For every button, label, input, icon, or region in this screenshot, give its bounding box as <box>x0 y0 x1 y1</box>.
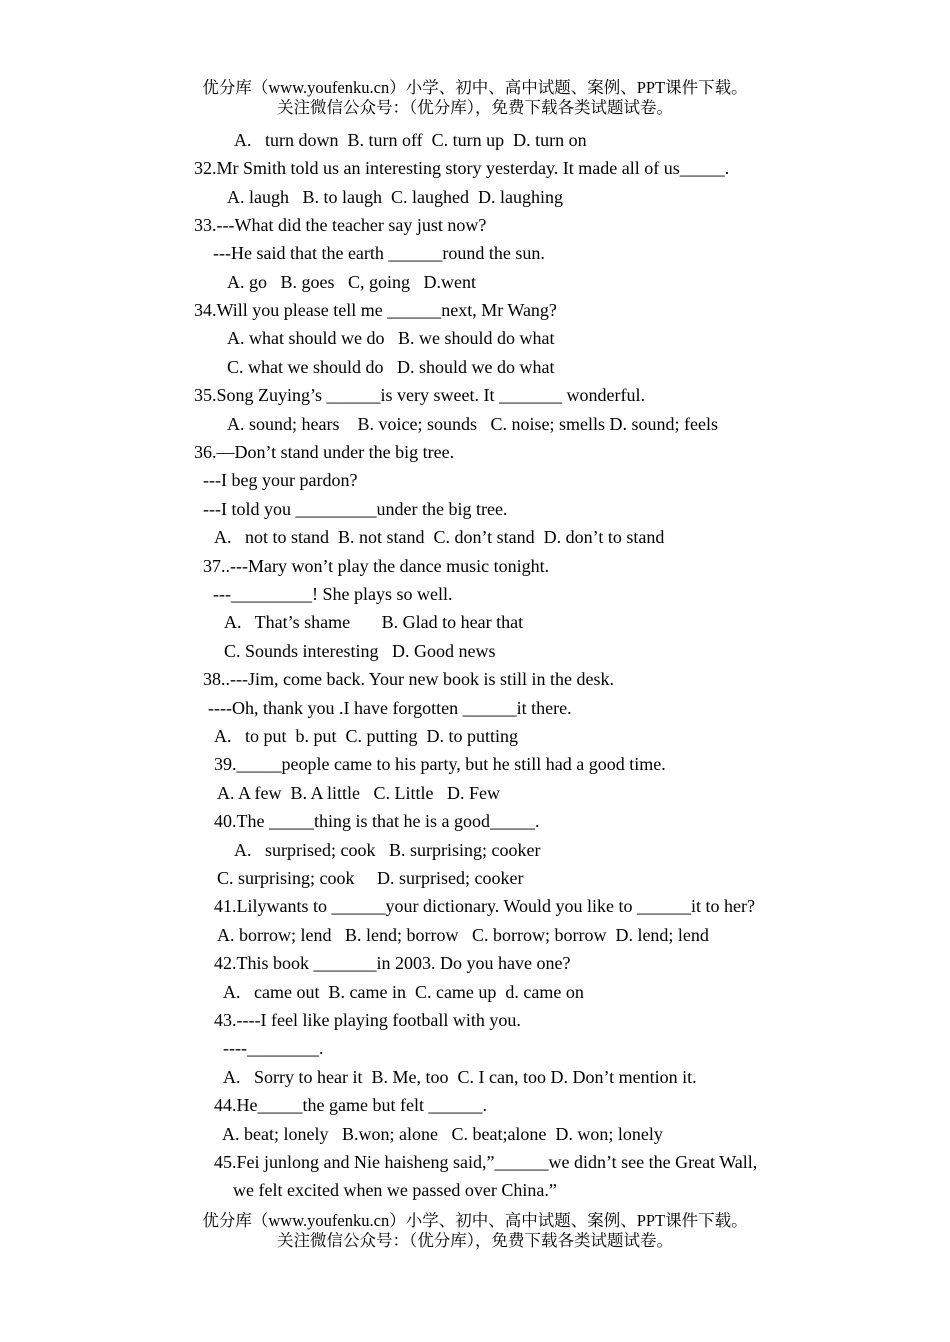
q44-question: 44.He_____the game but felt ______. <box>214 1095 487 1115</box>
q38-dialogue: ----Oh, thank you .I have forgotten ______it there. <box>208 698 572 718</box>
q36-question: 36.—Don’t stand under the big tree. <box>194 442 455 462</box>
q36-dialogue-2: ---I told you _________under the big tree. <box>203 499 508 519</box>
q36-dialogue-1: ---I beg your pardon? <box>203 470 358 490</box>
q36-options: A. not to stand B. not stand C. don’t stand D. don’t to stand <box>214 527 665 547</box>
q31-options: A. turn down B. turn off C. turn up D. turn on <box>234 130 587 150</box>
footer-line-1: 优分库（www.youfenku.cn）小学、初中、高中试题、案例、PPT课件下载。 <box>202 1211 748 1230</box>
q33-options: A. go B. goes C, going D.went <box>227 272 476 292</box>
header-line-1: 优分库（www.youfenku.cn）小学、初中、高中试题、案例、PPT课件下载。 <box>202 78 748 97</box>
q45-question: 45.Fei junlong and Nie haisheng said,”______we didn’t see the Great Wall, <box>214 1152 758 1172</box>
q43-dialogue: ----________. <box>223 1038 324 1058</box>
q37-question: 37..---Mary won’t play the dance music tonight. <box>203 556 550 576</box>
q42-options: A. came out B. came in C. came up d. came on <box>223 982 584 1002</box>
q40-options-ab: A. surprised; cook B. surprising; cooker <box>234 840 541 860</box>
q34-question: 34.Will you please tell me ______next, Mr Wang? <box>194 300 557 320</box>
q32-question: 32.Mr Smith told us an interesting story yesterday. It made all of us_____. <box>194 158 730 178</box>
q37-dialogue: ---_________! She plays so well. <box>213 584 453 604</box>
q39-question: 39._____people came to his party, but he still had a good time. <box>214 754 666 774</box>
q45-question-cont: we felt excited when we passed over China.” <box>233 1180 557 1200</box>
q39-options: A. A few B. A little C. Little D. Few <box>217 783 500 803</box>
header-line-2: 关注微信公众号：（优分库），免费下载各类试题试卷。 <box>277 98 673 117</box>
q34-options-ab: A. what should we do B. we should do what <box>227 328 555 348</box>
q44-options: A. beat; lonely B.won; alone C. beat;alone D. won; lonely <box>222 1124 663 1144</box>
q43-options: A. Sorry to hear it B. Me, too C. I can, too D. Don’t mention it. <box>223 1067 697 1087</box>
q33-dialogue: ---He said that the earth ______round the sun. <box>213 243 545 263</box>
q41-options: A. borrow; lend B. lend; borrow C. borrow; borrow D. lend; lend <box>217 925 709 945</box>
q37-options-cd: C. Sounds interesting D. Good news <box>224 641 496 661</box>
q40-options-cd: C. surprising; cook D. surprised; cooker <box>217 868 524 888</box>
q40-question: 40.The _____thing is that he is a good_____. <box>214 811 540 831</box>
q35-question: 35.Song Zuying’s ______is very sweet. It _______ wonderful. <box>194 385 645 405</box>
page-footer <box>0 1211 950 1251</box>
q41-question: 41.Lilywants to ______your dictionary. Would you like to ______it to her? <box>214 896 755 916</box>
q35-options: A. sound; hears B. voice; sounds C. noise; smells D. sound; feels <box>227 414 718 434</box>
q32-options: A. laugh B. to laugh C. laughed D. laughing <box>227 187 563 207</box>
q38-options: A. to put b. put C. putting D. to putting <box>214 726 519 746</box>
q37-options-ab: A. That’s shame B. Glad to hear that <box>224 612 524 632</box>
q43-question: 43.----I feel like playing football with you. <box>214 1010 521 1030</box>
q42-question: 42.This book _______in 2003. Do you have one? <box>214 953 571 973</box>
q33-question: 33.---What did the teacher say just now? <box>194 215 487 235</box>
q34-options-cd: C. what we should do D. should we do what <box>227 357 555 377</box>
footer-line-2: 关注微信公众号：（优分库），免费下载各类试题试卷。 <box>277 1231 673 1250</box>
q38-question: 38..---Jim, come back. Your new book is still in the desk. <box>203 669 614 689</box>
page-header <box>0 78 950 118</box>
